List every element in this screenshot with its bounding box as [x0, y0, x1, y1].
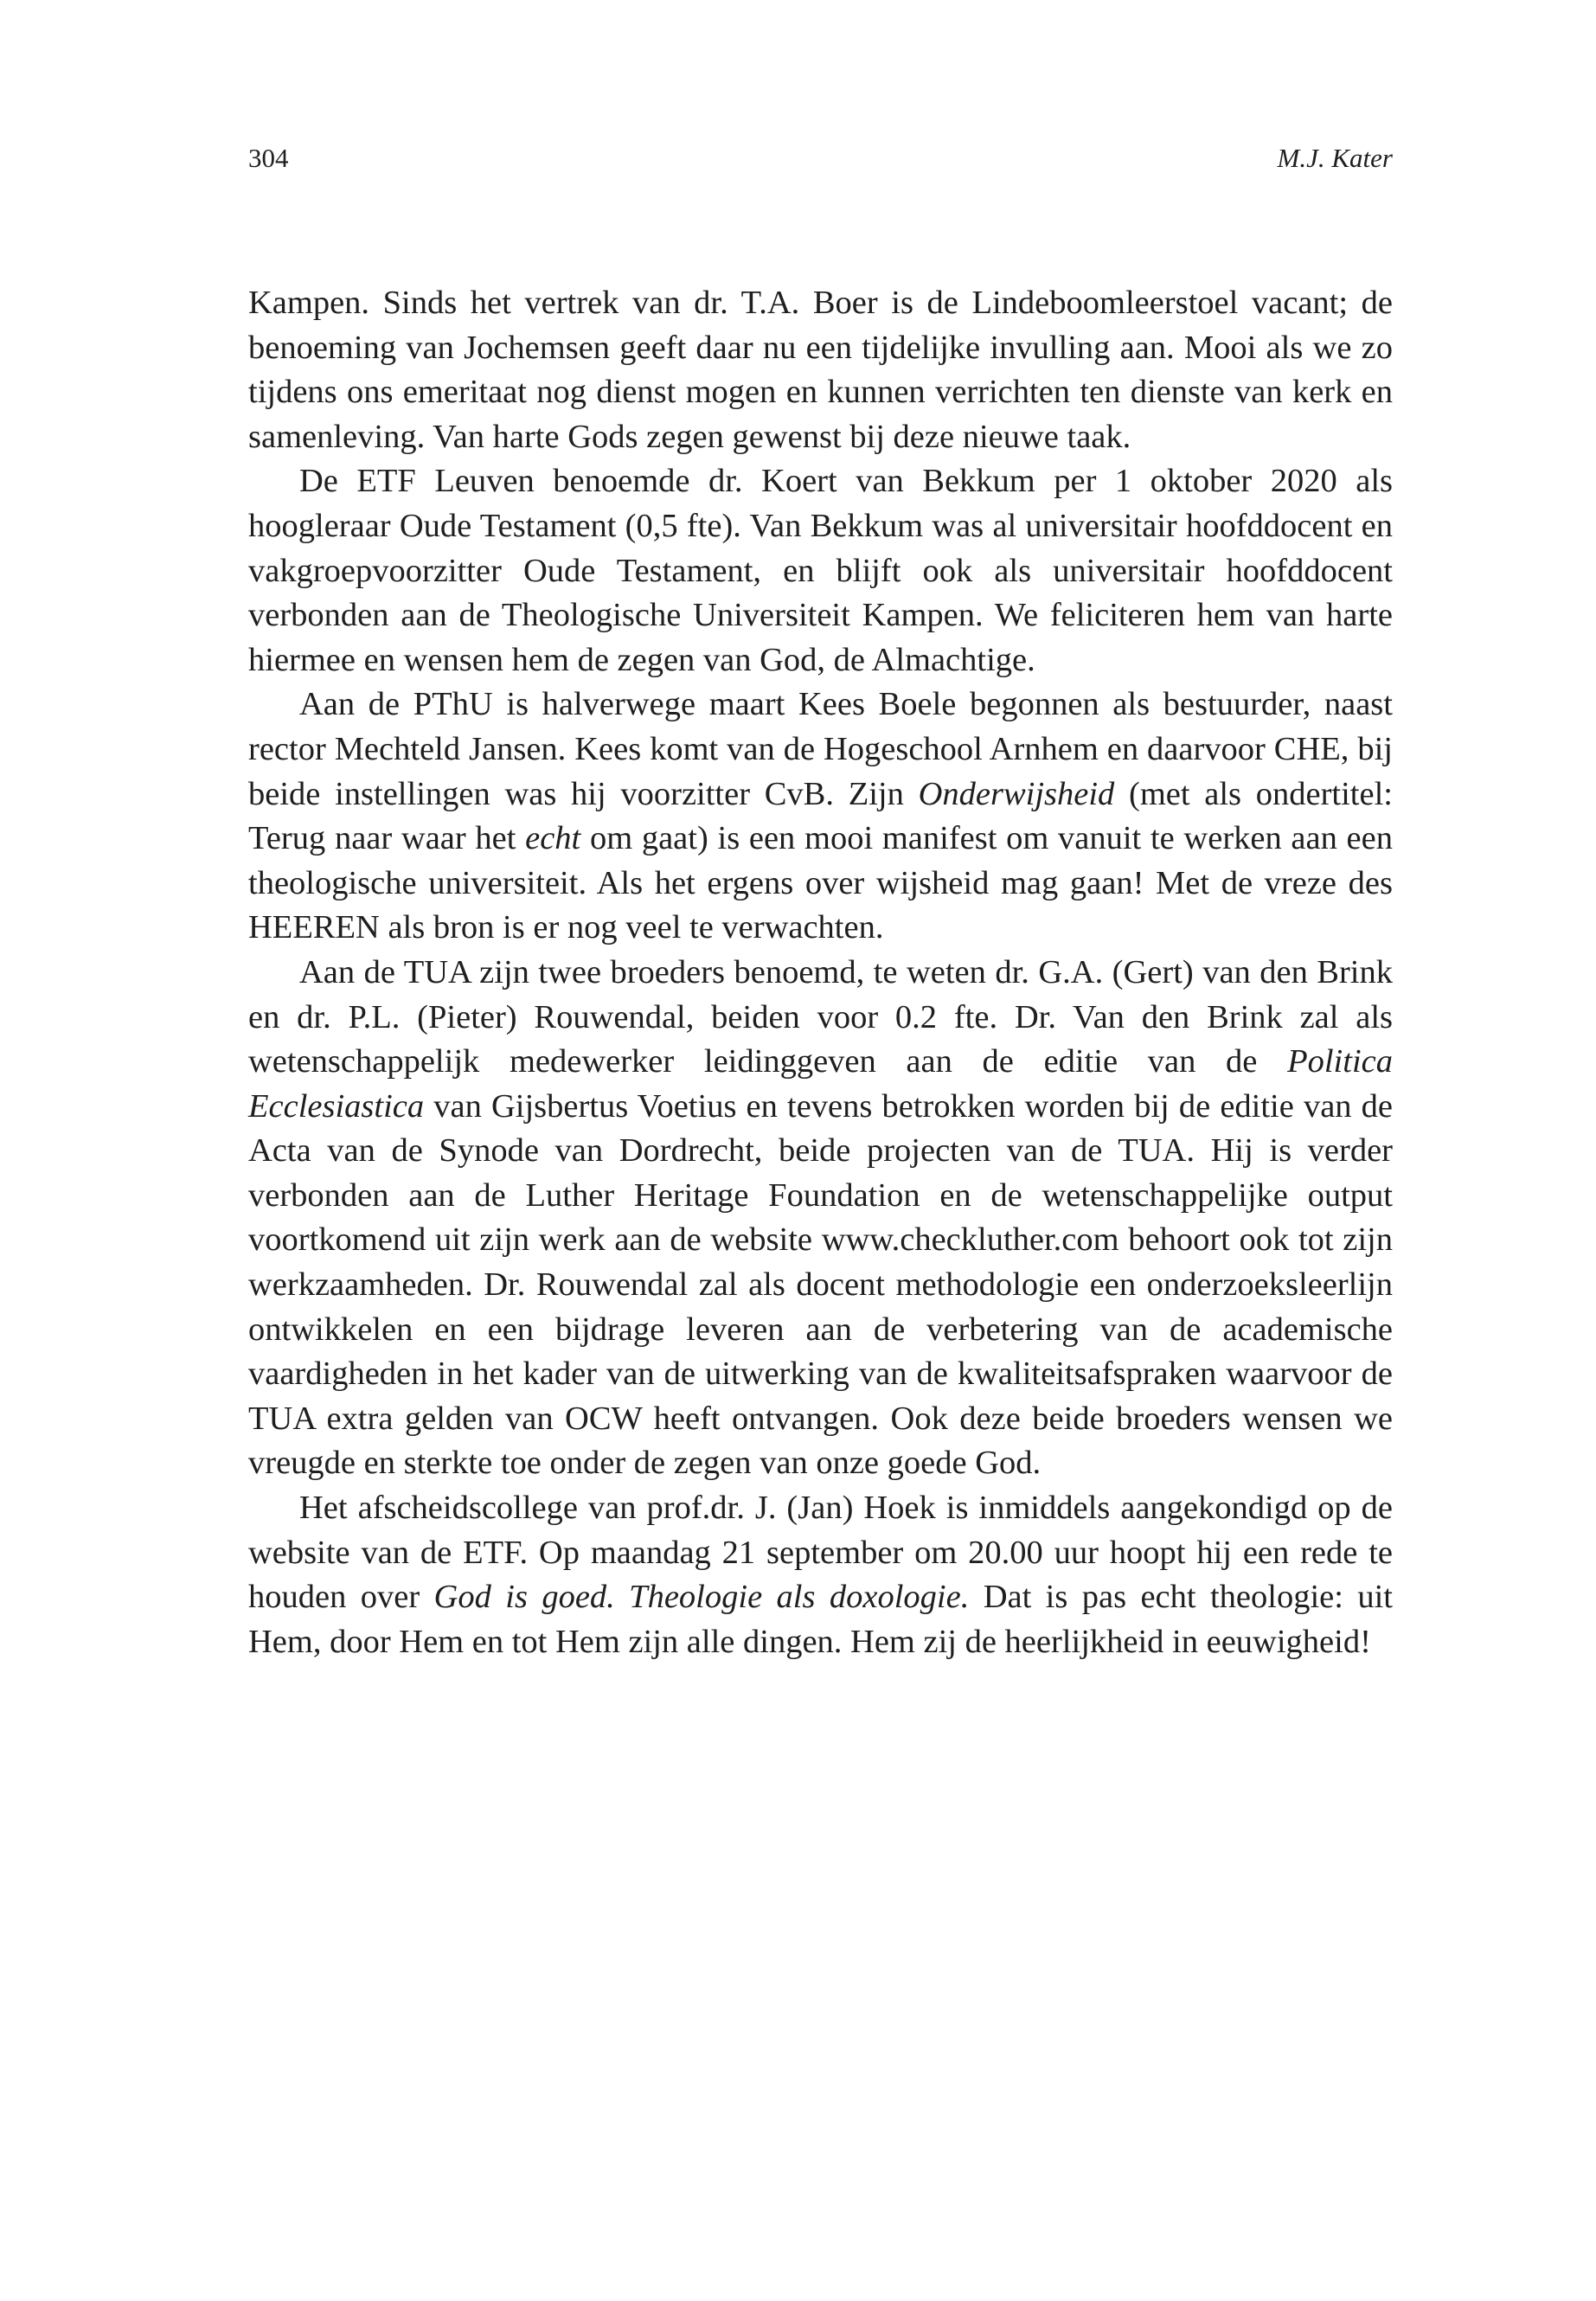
paragraph-5-text-b: Dat is pas echt theologie: uit Hem, door Hem en tot Hem zijn alle dingen. Hem zij de heerlijkheid in eeuwigheid!	[248, 1579, 1393, 1660]
paragraph-4-text-a: Aan de TUA zijn twee broeders benoemd, te weten dr. G.A. (Gert) van den Brink en dr. P.L. (Pieter) Rouwendal, beiden voor 0.2 fte. Dr. Van den Brink zal als wetenschappelijk medewerker leidinggeven aan de editie van de	[248, 953, 1393, 1080]
paragraph-4-text-b: van Gijsbertus Voetius en tevens betrokken worden bij de editie van de Acta van de Synode van Dordrecht, beide projecten van de TUA. Hij is verder verbonden aan de Luther Heritage Foundation en de wetenschappelijke output voortkomend uit zijn werk aan de website www.​checkluther.com behoort ook tot zijn werkzaamheden. Dr. Rouwendal zal als docent methodologie een onderzoeksleerlijn ontwikkelen en een bijdrage leveren aan de verbetering van de academische vaardigheden in het kader van de uitwerking van de kwaliteitsafspraken waarvoor de TUA extra gelden van OCW heeft ontvangen. Ook deze beide broeders wensen we vreugde en sterkte toe onder de zegen van onze goede God.	[248, 1087, 1393, 1482]
paragraph-5-text-a: Het afscheidscollege van prof.dr. J. (Jan) Hoek is inmiddels aangekondigd op de website van de ETF. Op maandag 21 september om 20.00 uur hoopt hij een rede te houden over	[248, 1490, 1393, 1616]
running-head	[248, 137, 1393, 180]
paragraph-3-text-a: Aan de PThU is halverwege maart Kees Boele begonnen als bestuurder, naast rector Mechteld Jansen. Kees komt van de Hogeschool Arnhem en daarvoor CHE, bij beide instellingen was hij voorzitter CvB. Zijn	[248, 686, 1393, 812]
paragraph-3-text-b: (met als ondertitel: Terug naar waar het	[248, 775, 1393, 857]
body-text	[248, 281, 1393, 1664]
paragraph-3	[248, 683, 1393, 951]
page-number: 304	[248, 143, 289, 173]
paragraph-5	[248, 1486, 1393, 1664]
paragraph-2: De ETF Leuven benoemde dr. Koert van Bekkum per 1 oktober 2020 als hoogleraar Oude Testament (0,5 fte). Van Bekkum was al universitair hoofddocent en vakgroepvoorzitter Oude Testament, en blijft ook als universitair hoofddocent verbonden aan de Theologische Universiteit Kampen. We feliciteren hem van harte hiermee en wensen hem de zegen van God, de Almachtige.	[248, 463, 1393, 678]
running-head-author: M.J. Kater	[1277, 143, 1393, 173]
book-title-onderwijsheid: Onderwijsheid	[918, 775, 1115, 812]
paragraph-1: Kampen. Sinds het vertrek van dr. T.A. Boer is de Lindeboomleerstoel vacant; de benoeming van Jochemsen geeft daar nu een tijdelijke invulling aan. Mooi als we zo tijdens ons emeritaat nog dienst mogen en kunnen verrichten ten dienste van kerk en samenleving. Van harte Gods zegen gewenst bij deze nieuwe taak.	[248, 285, 1393, 455]
paragraph-3-text-c: om gaat) is een mooi manifest om vanuit te werken aan een theologische universiteit. Als het ergens over wijsheid mag gaan! Met de vreze des HEEREN als bron is er nog veel te verwachten.	[248, 820, 1393, 946]
lecture-title: God is goed. Theologie als doxologie.	[433, 1579, 970, 1616]
emphasis-echt: echt	[525, 820, 581, 857]
book-title-politica-ecclesiastica: Politica Ecclesiastica	[248, 1043, 1393, 1125]
paragraph-4	[248, 951, 1393, 1486]
